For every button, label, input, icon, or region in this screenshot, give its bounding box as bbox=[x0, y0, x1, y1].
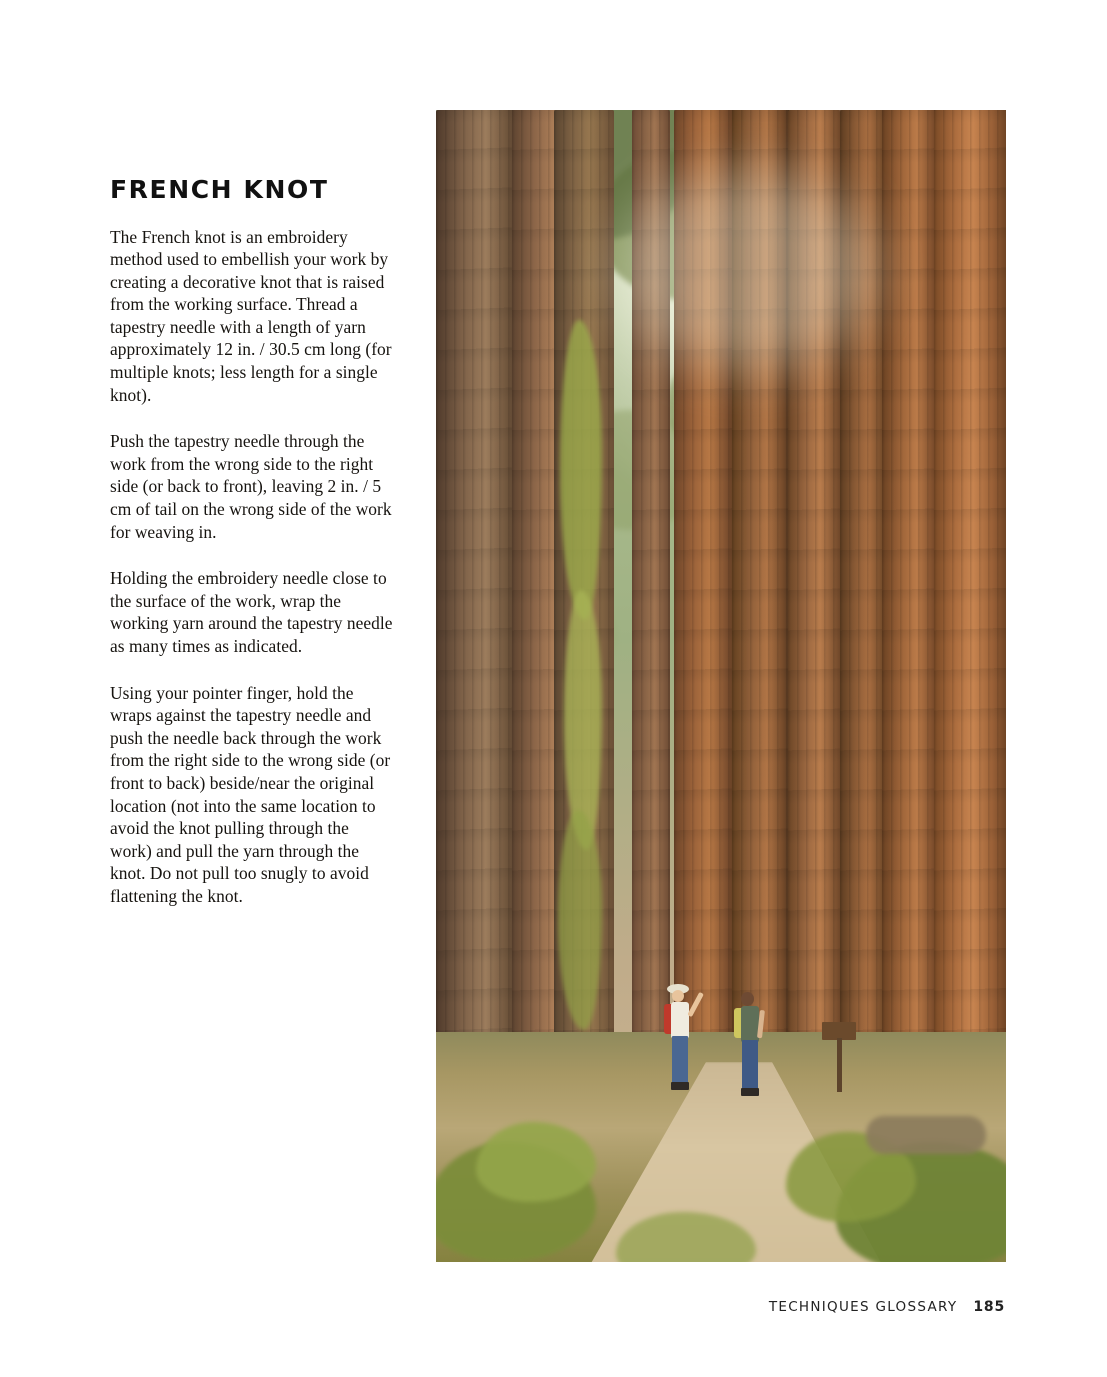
hiker-head bbox=[741, 992, 754, 1006]
forest-scene-illustration bbox=[436, 110, 1006, 1262]
hiker-legs bbox=[672, 1036, 688, 1084]
hiker-boots bbox=[671, 1082, 689, 1090]
moss-patch bbox=[564, 590, 602, 850]
sequoia-trunk-mossy bbox=[554, 110, 614, 1190]
hiker-boots bbox=[741, 1088, 759, 1096]
running-head: TECHNIQUES GLOSSARY bbox=[768, 1299, 958, 1315]
body-paragraph-1: The French knot is an embroidery method used to embellish your work by creating a decorative knot that is raised from the working surface. Thread a tapestry needle with a length of yarn approximately 12 in. / 30.5 cm long (for multiple knots; less length for a single knot). bbox=[110, 226, 392, 405]
moss-patch bbox=[558, 810, 602, 1030]
text-column bbox=[110, 176, 395, 908]
trail-sign bbox=[822, 1022, 856, 1092]
figure-photograph bbox=[436, 110, 1006, 1262]
trail-sign-post bbox=[837, 1038, 842, 1092]
sequoia-trunk-large bbox=[436, 110, 522, 1120]
sunlight-glow bbox=[616, 170, 876, 370]
page-title: FRENCH KNOT bbox=[110, 175, 329, 204]
page-footer bbox=[769, 1299, 1005, 1315]
hiker-torso bbox=[671, 1002, 689, 1038]
hiker-person-right bbox=[731, 992, 765, 1110]
hiker-legs bbox=[742, 1040, 758, 1090]
moss-patch bbox=[560, 320, 602, 620]
fallen-log bbox=[866, 1116, 986, 1154]
hiker-head bbox=[672, 990, 684, 1002]
page-number: 185 bbox=[973, 1299, 1005, 1315]
hiker-person-left bbox=[662, 984, 696, 1104]
body-paragraph-4: Using your pointer finger, hold the wraps against the tapestry needle and push the needle back through the work from the right side to the wrong side (or front to back) beside/near the original location (not into the same location to avoid the knot pulling through the work) and pull the yarn through the knot. Do not pull too snugly to avoid flattening the knot. bbox=[110, 682, 391, 906]
body-paragraph-3: Holding the embroidery needle close to the surface of the work, wrap the working yarn around the tapestry needle as many times as indicated. bbox=[110, 568, 393, 656]
body-paragraph-2: Push the tapestry needle through the work from the wrong side to the right side (or back to front), leaving 2 in. / 5 cm of tail on the wrong side of the work for weaving in. bbox=[110, 431, 392, 542]
